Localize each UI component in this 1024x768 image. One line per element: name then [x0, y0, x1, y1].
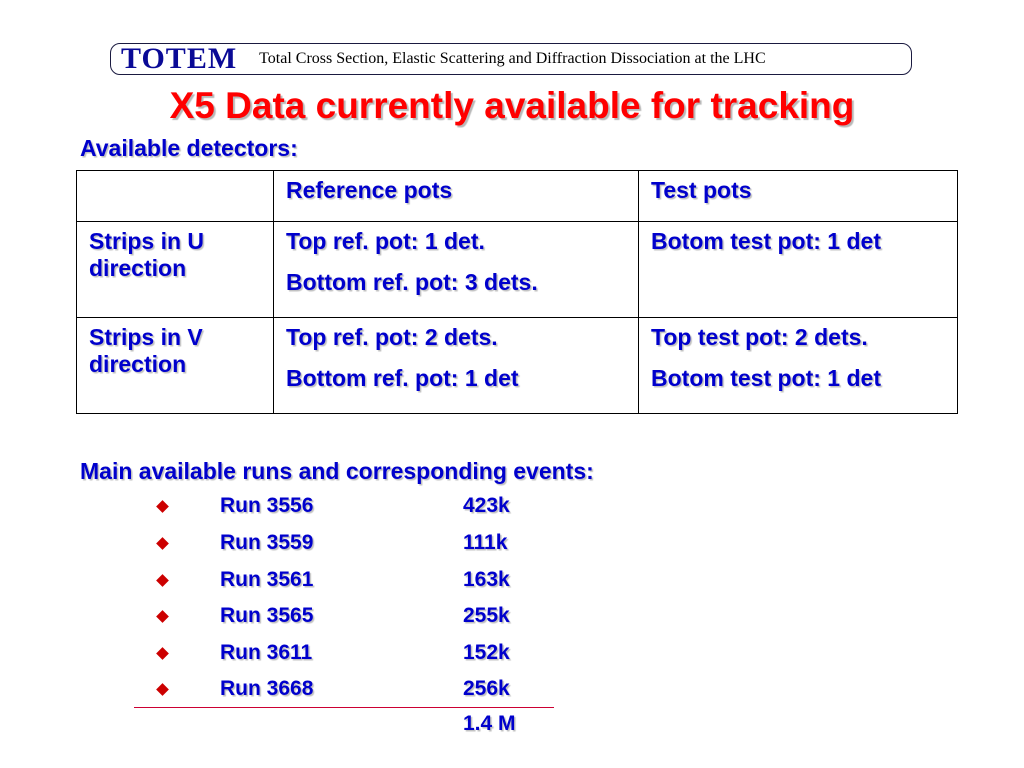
- diamond-bullet-icon: [156, 574, 169, 587]
- run-label: Run 3561: [220, 568, 314, 591]
- diamond-bullet-icon: [156, 537, 169, 550]
- table-header-row: [77, 171, 958, 222]
- cell-line: Top ref. pot: 1 det.: [286, 228, 485, 254]
- run-events: 256k: [463, 677, 510, 700]
- runs-heading: Main available runs and corresponding events:: [80, 458, 594, 484]
- totem-logo: TOTEM: [121, 42, 238, 75]
- list-item: [0, 492, 1024, 520]
- run-events: 111k: [463, 531, 508, 554]
- cell-line: Botom test pot: 1 det: [651, 228, 881, 254]
- detectors-table: [76, 170, 958, 414]
- cell-line: Top test pot: 2 dets.: [651, 324, 868, 350]
- run-events: 255k: [463, 604, 510, 627]
- cell-line: Bottom ref. pot: 3 dets.: [286, 269, 538, 295]
- list-item: [0, 639, 1024, 667]
- table-row: [77, 318, 958, 414]
- run-events: 152k: [463, 641, 510, 664]
- sum-divider: [134, 707, 554, 708]
- cell-line: Botom test pot: 1 det: [651, 365, 881, 391]
- row-label: Strips in V direction: [77, 318, 274, 414]
- test-cell: [639, 318, 958, 414]
- slide-title: X5 Data currently available for tracking: [169, 85, 855, 126]
- events-total: 1.4 M: [463, 712, 516, 735]
- run-label: Run 3668: [220, 677, 314, 700]
- diamond-bullet-icon: [156, 647, 169, 660]
- row-label: Strips in U direction: [77, 222, 274, 318]
- list-item: [0, 675, 1024, 703]
- list-item: [0, 566, 1024, 594]
- reference-cell: [274, 222, 639, 318]
- diamond-bullet-icon: [156, 500, 169, 513]
- run-label: Run 3556: [220, 494, 314, 517]
- reference-cell: [274, 318, 639, 414]
- run-label: Run 3559: [220, 531, 314, 554]
- run-events: 423k: [463, 494, 510, 517]
- banner-tagline: Total Cross Section, Elastic Scattering and Diffraction Dissociation at the LHC: [259, 50, 766, 67]
- test-cell: [639, 222, 958, 318]
- list-item: [0, 602, 1024, 630]
- list-item: [0, 529, 1024, 557]
- table-row: [77, 222, 958, 318]
- diamond-bullet-icon: [156, 683, 169, 696]
- detectors-heading: Available detectors:: [80, 135, 298, 161]
- table-header-cell: Reference pots: [274, 171, 639, 222]
- header-banner: [110, 43, 912, 75]
- run-label: Run 3611: [220, 641, 313, 664]
- table-header-cell: [77, 171, 274, 222]
- cell-line: Top ref. pot: 2 dets.: [286, 324, 498, 350]
- run-events: 163k: [463, 568, 510, 591]
- diamond-bullet-icon: [156, 610, 169, 623]
- table-header-cell: Test pots: [639, 171, 958, 222]
- run-label: Run 3565: [220, 604, 314, 627]
- cell-line: Bottom ref. pot: 1 det: [286, 365, 519, 391]
